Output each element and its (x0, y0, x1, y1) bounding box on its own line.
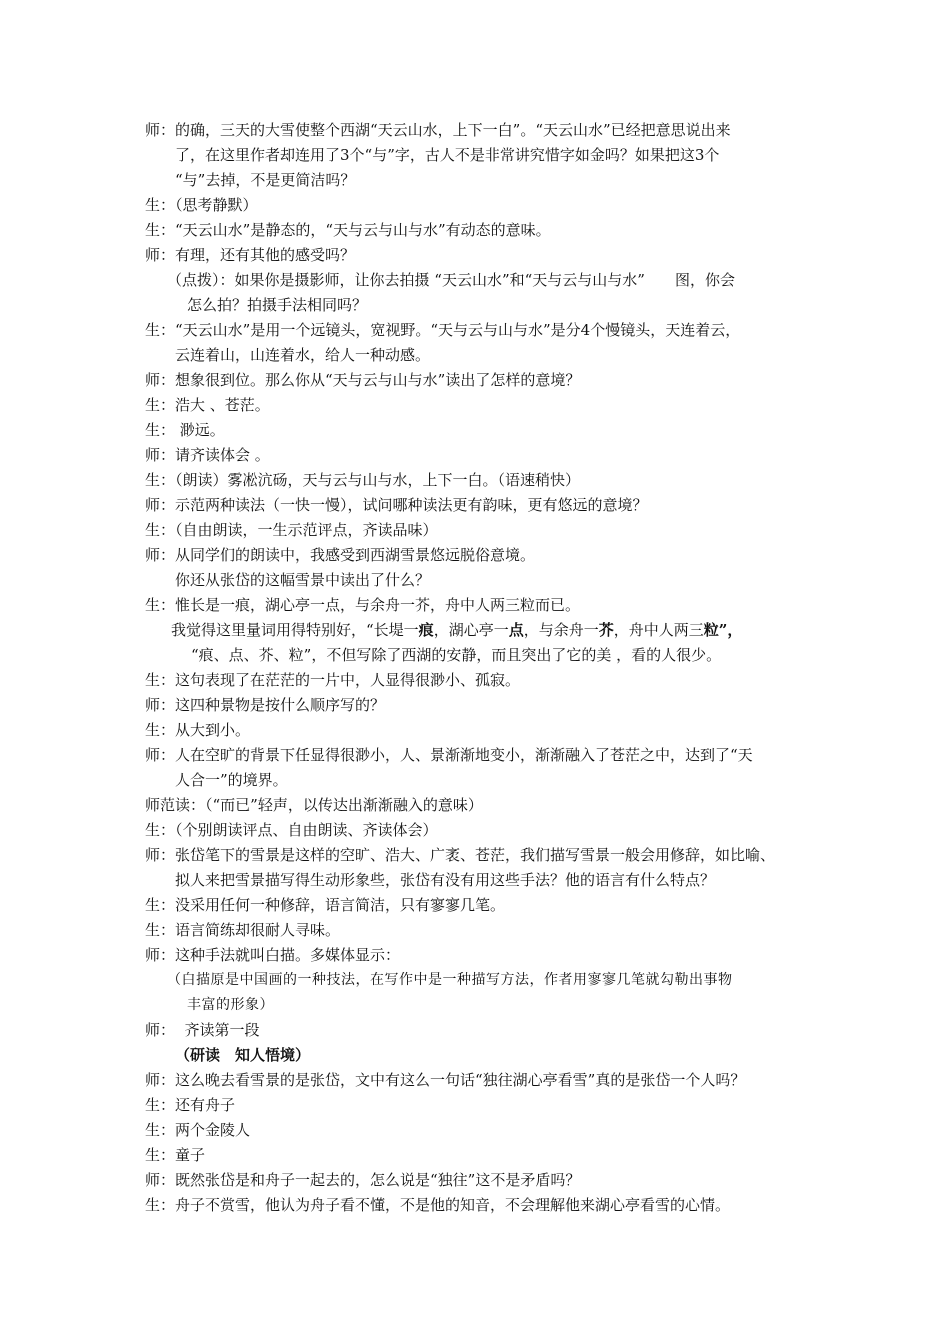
text-line: 丰富的形象） (187, 997, 274, 1013)
text-line: 生：两个金陵人 (145, 1121, 251, 1139)
text-line: 你还从张岱的这幅雪景中读出了什么？ (175, 571, 431, 589)
text-line: “痕、点、芥、粒”，不但写除了西湖的安静，而且突出了它的美 ，看的人很少。 (191, 646, 722, 664)
text-line: 师：请齐读体会 。 (145, 446, 270, 464)
text-line: 师：张岱笔下的雪景是这样的空旷、浩大、广袤、苍茫，我们描写雪景一般会用修辞，如比喻、 (145, 846, 776, 864)
paragraph-teacher-1 (145, 118, 845, 193)
text-line: 生：（个别朗读评点、自由朗读、齐读体会） (145, 821, 438, 839)
text-line: 生：“天云山水”是静态的，“天与云与山与水”有动态的意味。 (145, 221, 551, 239)
text-line: 生：（朗读）雾凇沆砀，天与云与山与水，上下一白。（语速稍快） (145, 471, 581, 489)
text-line (145, 618, 845, 643)
paragraph-teacher-3 (145, 368, 845, 393)
paragraph-student-8 (145, 593, 845, 618)
paragraph-baimiao-note (145, 968, 845, 1018)
text-line: 生：（思考静默） (145, 196, 258, 214)
text-line: 拟人来把雪景描写得生动形象些，张岱有没有用这些手法？他的语言有什么特点？ (175, 871, 716, 889)
paragraph-teacher-2 (145, 243, 845, 268)
paragraph-teacher-9 (145, 843, 845, 893)
bold-word: 痕 (418, 621, 434, 639)
text-run: ，湖心亭一 (433, 621, 509, 639)
paragraph-teacher-5 (145, 493, 845, 518)
text-line: 师：示范两种读法（一快一慢），试问哪种读法更有韵味，更有悠远的意境？ (145, 496, 648, 514)
text-line: 生：惟长是一痕，湖心亭一点，与余舟一芥，舟中人两三粒而已。 (145, 596, 581, 614)
paragraph-teacher-6 (145, 543, 845, 593)
text-run: ，与余舟一 (523, 621, 599, 639)
paragraph-student-15 (145, 1118, 845, 1143)
paragraph-student-13 (145, 918, 845, 943)
paragraph-student-6 (145, 468, 845, 493)
text-line: 云连着山，山连着水，给人一种动感。 (175, 346, 431, 364)
text-line: 师：这么晚去看雪景的是张岱，文中有这么一句话“独往湖心亭看雪”真的是张岱一个人吗？ (145, 1071, 746, 1089)
paragraph-teacher-13 (145, 1168, 845, 1193)
paragraph-student-16 (145, 1143, 845, 1168)
paragraph-teacher-12 (145, 1068, 845, 1093)
text-line: 了，在这里作者却连用了3个“与”字，古人不是非常讲究惜字如金吗？如果把这3个 (175, 146, 720, 164)
paragraph-student-10 (145, 718, 845, 743)
bold-word: 点 (508, 621, 524, 639)
text-line: 师范读：（“而已”轻声，以传达出渐渐融入的意味） (145, 796, 483, 814)
text-line: 怎么拍？拍摄手法相同吗？ (187, 296, 368, 314)
paragraph-teacher-4 (145, 443, 845, 468)
paragraph-student-9 (145, 668, 845, 693)
bold-word: 粒”， (703, 621, 743, 639)
text-line: （研读 知人悟境） (175, 1046, 311, 1064)
paragraph-teacher-7 (145, 693, 845, 718)
text-line: 生：舟子不赏雪，他认为舟子看不懂，不是他的知音，不会理解他来湖心亭看雪的心情。 (145, 1196, 731, 1214)
text-line: 师：这种手法就叫白描。多媒体显示： (145, 946, 401, 964)
text-line: 生：“天云山水”是用一个远镜头，宽视野。“天与云与山与水”是分4个慢镜头，天连着云， (145, 321, 741, 339)
paragraph-student-17 (145, 1193, 845, 1218)
text-line: 师： 齐读第一段 (145, 1021, 260, 1039)
text-run: ，舟中人两三 (613, 621, 704, 639)
paragraph-student-1 (145, 193, 845, 218)
text-line: 生：浩大 、苍茫。 (145, 396, 270, 414)
text-line: （点拨）：如果你是摄影师，让你去拍摄 “天云山水”和“天与云与山与水” 图，你会 (167, 271, 735, 289)
document-body (145, 118, 845, 1218)
paragraph-student-2 (145, 218, 845, 243)
bold-word: 芥 (598, 621, 614, 639)
paragraph-teacher-11 (145, 1018, 845, 1043)
paragraph-student-14 (145, 1093, 845, 1118)
text-line: 生：从大到小。 (145, 721, 251, 739)
text-line: 师：既然张岱是和舟子一起去的，怎么说是“独往”这不是矛盾吗？ (145, 1171, 581, 1189)
text-line: （白描原是中国画的一种技法，在写作中是一种描写方法，作者用寥寥几笔就勾勒出事物 (167, 972, 733, 988)
text-line: 师：想象很到位。那么你从“天与云与山与水”读出了怎样的意境？ (145, 371, 581, 389)
text-line: 生：没采用任何一种修辞，语言简洁，只有寥寥几笔。 (145, 896, 506, 914)
paragraph-student-11 (145, 818, 845, 843)
paragraph-hint (145, 268, 845, 318)
text-line: 生：（自由朗读，一生示范评点，齐读品味） (145, 521, 438, 539)
text-line: “与”去掉，不是更简洁吗？ (175, 171, 356, 189)
text-line: 师：的确，三天的大雪使整个西湖“天云山水，上下一白”。“天云山水”已经把意思说出来 (145, 121, 731, 139)
text-run: 我觉得这里量词用得特别好，“长堤一 (171, 621, 419, 639)
paragraph-student-3 (145, 318, 845, 368)
paragraph-student-7 (145, 518, 845, 543)
paragraph-teacher-8 (145, 743, 845, 793)
text-line: 生：童子 (145, 1146, 206, 1164)
paragraph-teacher-10 (145, 943, 845, 968)
text-line: 师：有理，还有其他的感受吗？ (145, 246, 356, 264)
paragraph-student-4 (145, 393, 845, 418)
text-line: 生：还有舟子 (145, 1096, 236, 1114)
text-line: 生： 渺远。 (145, 421, 225, 439)
paragraph-measure-words (145, 618, 845, 668)
text-line: 生：语言简练却很耐人寻味。 (145, 921, 341, 939)
text-line: 师：这四种景物是按什么顺序写的？ (145, 696, 386, 714)
text-line: 师：人在空旷的背景下任显得很渺小，人、景渐渐地变小，渐渐融入了苍茫之中，达到了“天 (145, 746, 753, 764)
paragraph-teacher-reading (145, 793, 845, 818)
text-line: 生：这句表现了在茫茫的一片中，人显得很渺小、孤寂。 (145, 671, 521, 689)
text-line: 师：从同学们的朗读中，我感受到西湖雪景悠远脱俗意境。 (145, 546, 536, 564)
paragraph-student-12 (145, 893, 845, 918)
paragraph-student-5 (145, 418, 845, 443)
text-line: 人合一”的境界。 (175, 771, 288, 789)
section-heading (145, 1043, 845, 1068)
